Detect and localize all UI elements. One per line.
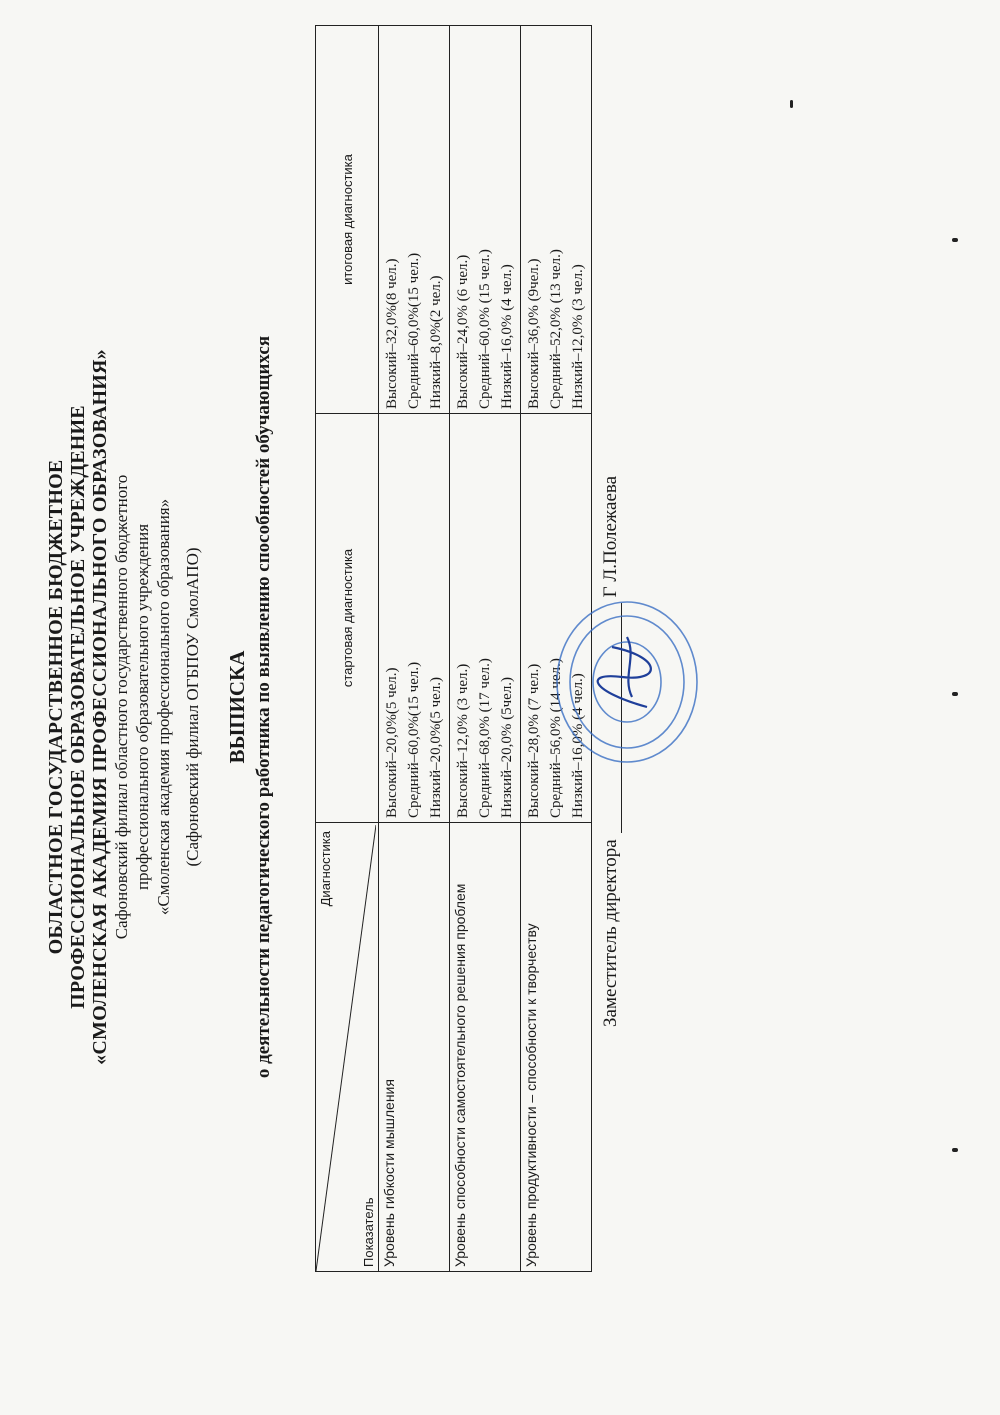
start-cell	[450, 414, 521, 823]
column-header-start: стартовая диагностика	[316, 414, 379, 823]
indicator-cell: Уровень способности самостоятельного решения проблем	[450, 823, 521, 1272]
corner-top-label: Диагностика	[318, 831, 333, 907]
official-stamp	[552, 597, 702, 767]
final-low: Низкий–12,0% (3 чел.)	[570, 264, 586, 409]
start-cell	[379, 414, 450, 823]
start-low: Низкий–20,0%(5 чел.)	[428, 676, 444, 818]
corner-cell	[316, 823, 379, 1272]
final-medium: Средний–60,0%(15 чел.)	[406, 252, 422, 409]
final-high: Высокий–36,0% (9чел.)	[526, 258, 542, 409]
indicator-cell: Уровень гибкости мышления	[379, 823, 450, 1272]
branch-line-3: «Смоленская академия профессионального образования»	[154, 498, 173, 916]
final-low: Низкий–16,0% (4 чел.)	[499, 264, 515, 409]
indicator-cell: Уровень продуктивности – способности к творчеству	[521, 823, 592, 1272]
column-header-final: итоговая диагностика	[316, 26, 379, 414]
signatory-position: Заместитель директора	[600, 839, 621, 1027]
start-high: Высокий–12,0% (3 чел.)	[455, 663, 471, 818]
table-row	[379, 26, 450, 1272]
document-subtitle: о деятельности педагогического работника по выявлению способностей обучающихся	[253, 335, 274, 1079]
table-header-row	[316, 26, 379, 1272]
document-title: ВЫПИСКА	[225, 650, 249, 764]
start-medium: Средний–56,0% (14 чел.)	[548, 658, 564, 818]
scan-speck	[952, 692, 958, 696]
final-medium: Средний–60,0% (15 чел.)	[477, 249, 493, 409]
final-medium: Средний–52,0% (13 чел.)	[548, 249, 564, 409]
org-name-line-2: ПРОФЕССИОНАЛЬНОЕ ОБРАЗОВАТЕЛЬНОЕ УЧРЕЖДЕНИЕ	[67, 405, 89, 1009]
corner-bottom-label: Показатель	[361, 1197, 376, 1267]
final-cell	[521, 26, 592, 414]
start-low: Низкий–20,0% (5чел.)	[499, 676, 515, 818]
scan-speck	[952, 238, 958, 242]
final-high: Высокий–24,0% (6 чел.)	[455, 254, 471, 409]
scan-speck	[952, 1148, 958, 1152]
start-medium: Средний–60,0%(15 чел.)	[406, 661, 422, 818]
final-cell	[379, 26, 450, 414]
branch-line-2: профессионального образовательного учреждения	[133, 523, 152, 891]
diagnostics-table	[315, 25, 592, 1272]
final-low: Низкий–8,0%(2 чел.)	[428, 275, 444, 409]
org-name-line-3: «СМОЛЕНСКАЯ АКАДЕМИЯ ПРОФЕССИОНАЛЬНОГО ОБРАЗОВАНИЯ»	[89, 349, 111, 1065]
start-high: Высокий–28,0% (7 чел.)	[526, 663, 542, 818]
document-header	[45, 57, 275, 1357]
branch-line-1: Сафоновский филиал областного государственного бюджетного	[112, 474, 131, 940]
table-row	[450, 26, 521, 1272]
scan-speck	[790, 100, 793, 108]
signatory-name: Г Л.Полежаева	[600, 475, 621, 598]
document-sheet	[20, 57, 980, 1357]
final-cell	[450, 26, 521, 414]
branch-line-4: (Сафоновский филиал ОГБПОУ СмолАПО)	[183, 547, 202, 867]
start-high: Высокий–20,0%(5 чел.)	[384, 667, 400, 818]
signature-scribble	[598, 637, 651, 707]
start-medium: Средний–68,0% (17 чел.)	[477, 658, 493, 818]
org-name-line-1: ОБЛАСТНОЕ ГОСУДАРСТВЕННОЕ БЮДЖЕТНОЕ	[45, 459, 67, 955]
final-high: Высокий–32,0%(8 чел.)	[384, 258, 400, 409]
start-low: Низкий–16,0% (4 чел.)	[570, 673, 586, 818]
